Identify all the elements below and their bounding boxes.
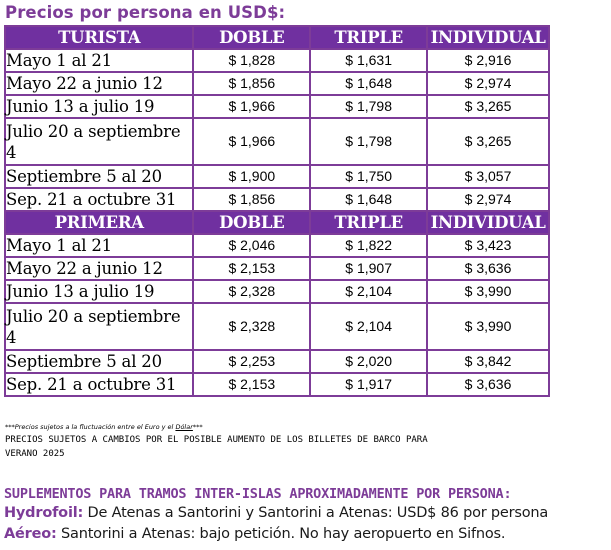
price-cell-doble: $ 2,328 <box>194 304 309 349</box>
period-cell: Sep. 21 a octubre 31 <box>6 189 192 210</box>
price-cell-individual: $ 3,636 <box>428 258 548 279</box>
column-header: PRIMERA <box>6 212 192 233</box>
air-line <box>4 526 505 542</box>
period-cell: Julio 20 a septiembre 4 <box>6 304 192 349</box>
price-cell-individual: $ 2,974 <box>428 189 548 210</box>
price-cell-doble: $ 1,900 <box>194 166 309 187</box>
air-label: Aéreo: <box>4 526 57 542</box>
fluctuation-note-currency: Dólar <box>175 423 193 431</box>
price-cell-triple: $ 2,104 <box>311 281 426 302</box>
table-row <box>6 281 548 302</box>
price-cell-doble: $ 1,856 <box>194 189 309 210</box>
price-cell-doble: $ 1,966 <box>194 119 309 164</box>
price-cell-triple: $ 1,750 <box>311 166 426 187</box>
table-row <box>6 50 548 71</box>
price-cell-triple: $ 1,648 <box>311 189 426 210</box>
price-cell-doble: $ 2,153 <box>194 374 309 395</box>
hydrofoil-text: De Atenas a Santorini y Santorini a Atenas: USD$ 86 por persona <box>83 505 549 521</box>
table-row <box>6 351 548 372</box>
column-header: TRIPLE <box>311 212 426 233</box>
price-cell-triple: $ 2,020 <box>311 351 426 372</box>
price-cell-doble: $ 1,828 <box>194 50 309 71</box>
table-row <box>6 304 548 349</box>
price-cell-individual: $ 3,990 <box>428 281 548 302</box>
hydrofoil-line <box>4 505 548 521</box>
column-header: DOBLE <box>194 27 309 48</box>
fluctuation-note-text: ***Precios sujetos a la fluctuación entre el Euro y el <box>5 423 176 431</box>
column-header: INDIVIDUAL <box>428 212 548 233</box>
price-cell-doble: $ 2,046 <box>194 235 309 256</box>
price-cell-doble: $ 2,253 <box>194 351 309 372</box>
table-header-row <box>6 212 548 233</box>
fluctuation-note-suffix: *** <box>192 423 203 431</box>
price-table <box>4 25 550 397</box>
column-header: INDIVIDUAL <box>428 27 548 48</box>
period-cell: Mayo 1 al 21 <box>6 235 192 256</box>
price-cell-triple: $ 1,631 <box>311 50 426 71</box>
period-cell: Septiembre 5 al 20 <box>6 351 192 372</box>
price-cell-triple: $ 1,917 <box>311 374 426 395</box>
price-cell-individual: $ 2,916 <box>428 50 548 71</box>
price-cell-triple: $ 1,822 <box>311 235 426 256</box>
price-cell-individual: $ 3,636 <box>428 374 548 395</box>
hydrofoil-label: Hydrofoil: <box>4 505 84 521</box>
table-row <box>6 119 548 164</box>
table-row <box>6 189 548 210</box>
page-title: Precios por persona en USD$: <box>5 3 286 22</box>
price-cell-triple: $ 1,798 <box>311 96 426 117</box>
period-cell: Mayo 22 a junio 12 <box>6 73 192 94</box>
price-cell-individual: $ 3,990 <box>428 304 548 349</box>
period-cell: Septiembre 5 al 20 <box>6 166 192 187</box>
column-header: DOBLE <box>194 212 309 233</box>
air-text: Santorini a Atenas: bajo petición. No hay aeropuerto en Sifnos. <box>56 526 506 542</box>
price-cell-triple: $ 1,907 <box>311 258 426 279</box>
fluctuation-note <box>5 423 203 431</box>
period-cell: Junio 13 a julio 19 <box>6 96 192 117</box>
price-cell-triple: $ 1,798 <box>311 119 426 164</box>
price-cell-individual: $ 3,265 <box>428 96 548 117</box>
price-cell-triple: $ 1,648 <box>311 73 426 94</box>
table-row <box>6 374 548 395</box>
price-cell-doble: $ 1,966 <box>194 96 309 117</box>
table-row <box>6 235 548 256</box>
ferry-price-note: PRECIOS SUJETOS A CAMBIOS POR EL POSIBLE AUMENTO DE LOS BILLETES DE BARCO PARA VERANO 2025 <box>5 435 428 459</box>
column-header: TURISTA <box>6 27 192 48</box>
period-cell: Julio 20 a septiembre 4 <box>6 119 192 164</box>
price-cell-individual: $ 3,057 <box>428 166 548 187</box>
supplements-title: SUPLEMENTOS PARA TRAMOS INTER-ISLAS APROXIMADAMENTE POR PERSONA: <box>4 486 512 502</box>
period-cell: Mayo 1 al 21 <box>6 50 192 71</box>
price-cell-triple: $ 2,104 <box>311 304 426 349</box>
period-cell: Mayo 22 a junio 12 <box>6 258 192 279</box>
period-cell: Sep. 21 a octubre 31 <box>6 374 192 395</box>
period-cell: Junio 13 a julio 19 <box>6 281 192 302</box>
price-cell-doble: $ 2,153 <box>194 258 309 279</box>
price-cell-individual: $ 3,423 <box>428 235 548 256</box>
price-cell-individual: $ 3,265 <box>428 119 548 164</box>
table-header-row <box>6 27 548 48</box>
price-cell-individual: $ 3,842 <box>428 351 548 372</box>
price-cell-doble: $ 1,856 <box>194 73 309 94</box>
column-header: TRIPLE <box>311 27 426 48</box>
table-row <box>6 73 548 94</box>
table-row <box>6 258 548 279</box>
price-cell-doble: $ 2,328 <box>194 281 309 302</box>
price-cell-individual: $ 2,974 <box>428 73 548 94</box>
table-row <box>6 166 548 187</box>
table-row <box>6 96 548 117</box>
